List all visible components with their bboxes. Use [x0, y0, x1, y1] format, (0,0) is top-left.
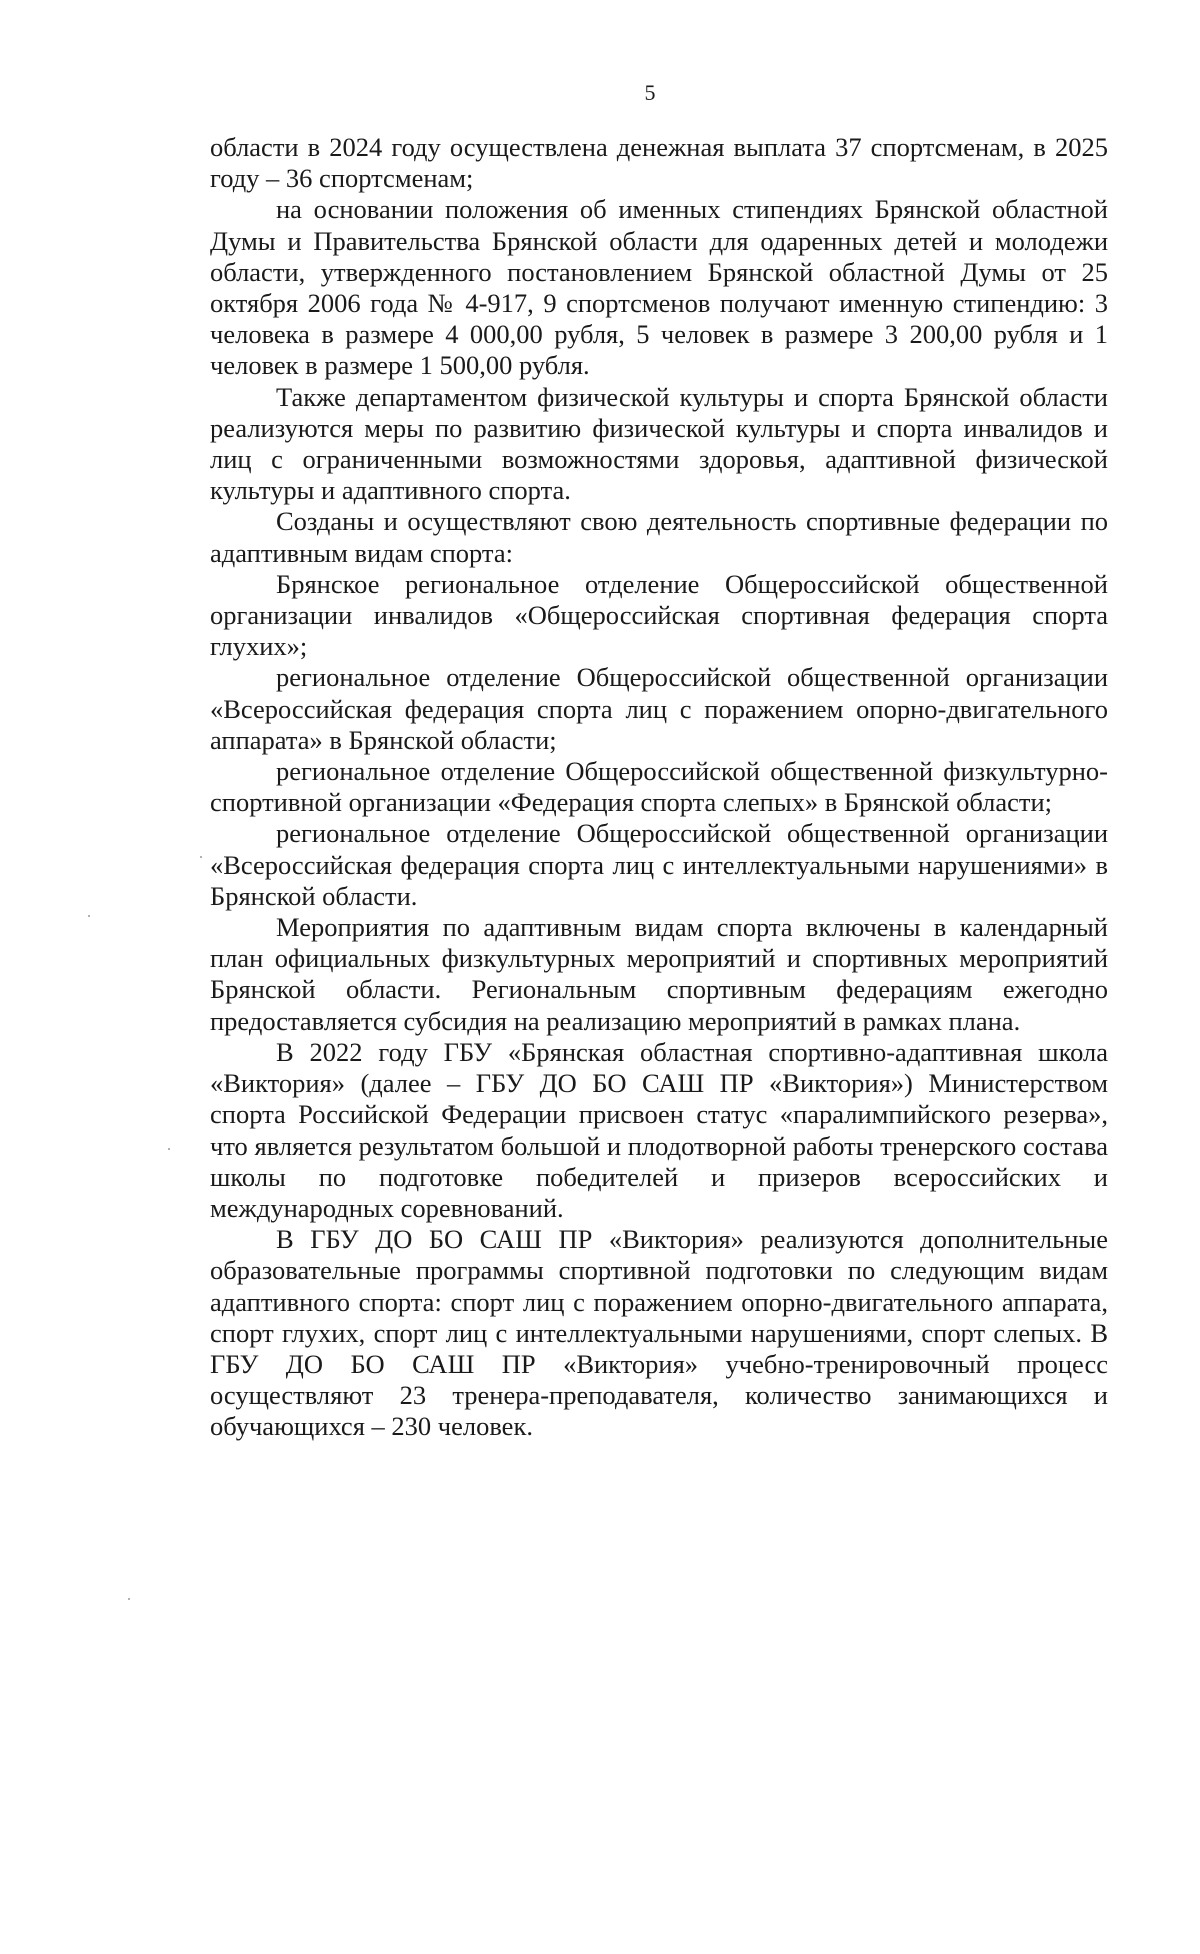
- document-body: [210, 132, 1108, 1443]
- paragraph-federation-intellectual: региональное отделение Общероссийской общественной организации «Всероссийская федерация спорта лиц с интеллектуальными нарушениями» в Брянской области.: [210, 818, 1108, 911]
- paragraph-stipends: на основании положения об именных стипендиях Брянской областной Думы и Правительства Брянской области для одаренных детей и молодежи области, утвержденного постановлением Брянской областной Думы от 25 октября 2006 года № 4-917, 9 спортсменов получают именную стипендию: 3 человека в размере 4 000,00 рубля, 5 человек в размере 3 200,00 рубля и 1 человек в размере 1 500,00 рубля.: [210, 194, 1108, 381]
- paragraph-federation-musculoskeletal: региональное отделение Общероссийской общественной организации «Всероссийская федерация спорта лиц с поражением опорно-двигательного аппарата» в Брянской области;: [210, 662, 1108, 755]
- paragraph-federation-deaf: Брянское региональное отделение Общероссийской общественной организации инвалидов «Общероссийская спортивная федерация спорта глухих»;: [210, 568, 1108, 662]
- paragraph-federation-blind: региональное отделение Общероссийской общественной физкультурно-спортивной организации «Федерация спорта слепых» в Брянской области;: [210, 756, 1108, 818]
- scan-speck: [128, 1598, 130, 1600]
- scan-speck: [88, 915, 90, 917]
- paragraph-events-plan: Мероприятия по адаптивным видам спорта включены в календарный план официальных физкультурных мероприятий и спортивных мероприятий Брянской области. Региональным спортивным федерациям ежегодно предоставляется субсидия на реализацию мероприятий в рамках плана.: [210, 912, 1108, 1036]
- paragraph-continuation: области в 2024 году осуществлена денежная выплата 37 спортсменам, в 2025 году – 36 спортсменам;: [210, 132, 1108, 194]
- paragraph-adaptive-measures: Также департаментом физической культуры и спорта Брянской области реализуются меры по развитию физической культуры и спорта инвалидов и лиц с ограниченными возможностями здоровья, адаптивной физической культуры и адаптивного спорта.: [210, 381, 1108, 506]
- paragraph-school-programs: В ГБУ ДО БО САШ ПР «Виктория» реализуются дополнительные образовательные программы спортивной подготовки по следующим видам адаптивного спорта: спорт лиц с поражением опорно-двигательного аппарата, спорт глухих, спорт лиц с интеллектуальными нарушениями, спорт слепых. В ГБУ ДО БО САШ ПР «Виктория» учебно-тренировочный процесс осуществляют 23 тренера-преподавателя, количество занимающихся и обучающихся – 230 человек.: [210, 1224, 1108, 1442]
- page-number: 5: [644, 80, 656, 105]
- paragraph-federations-intro: Созданы и осуществляют свою деятельность спортивные федерации по адаптивным видам спорта:: [210, 506, 1108, 568]
- scan-speck: [168, 1148, 170, 1150]
- scan-speck: [200, 856, 202, 858]
- paragraph-paralympic-reserve: В 2022 году ГБУ «Брянская областная спортивно-адаптивная школа «Виктория» (далее – ГБУ ДО БО САШ ПР «Виктория») Министерством спорта Российской Федерации присвоен статус «паралимпийского резерва», что является результатом большой и плодотворной работы тренерского состава школы по подготовке победителей и призеров всероссийских и международных соревнований.: [210, 1036, 1108, 1223]
